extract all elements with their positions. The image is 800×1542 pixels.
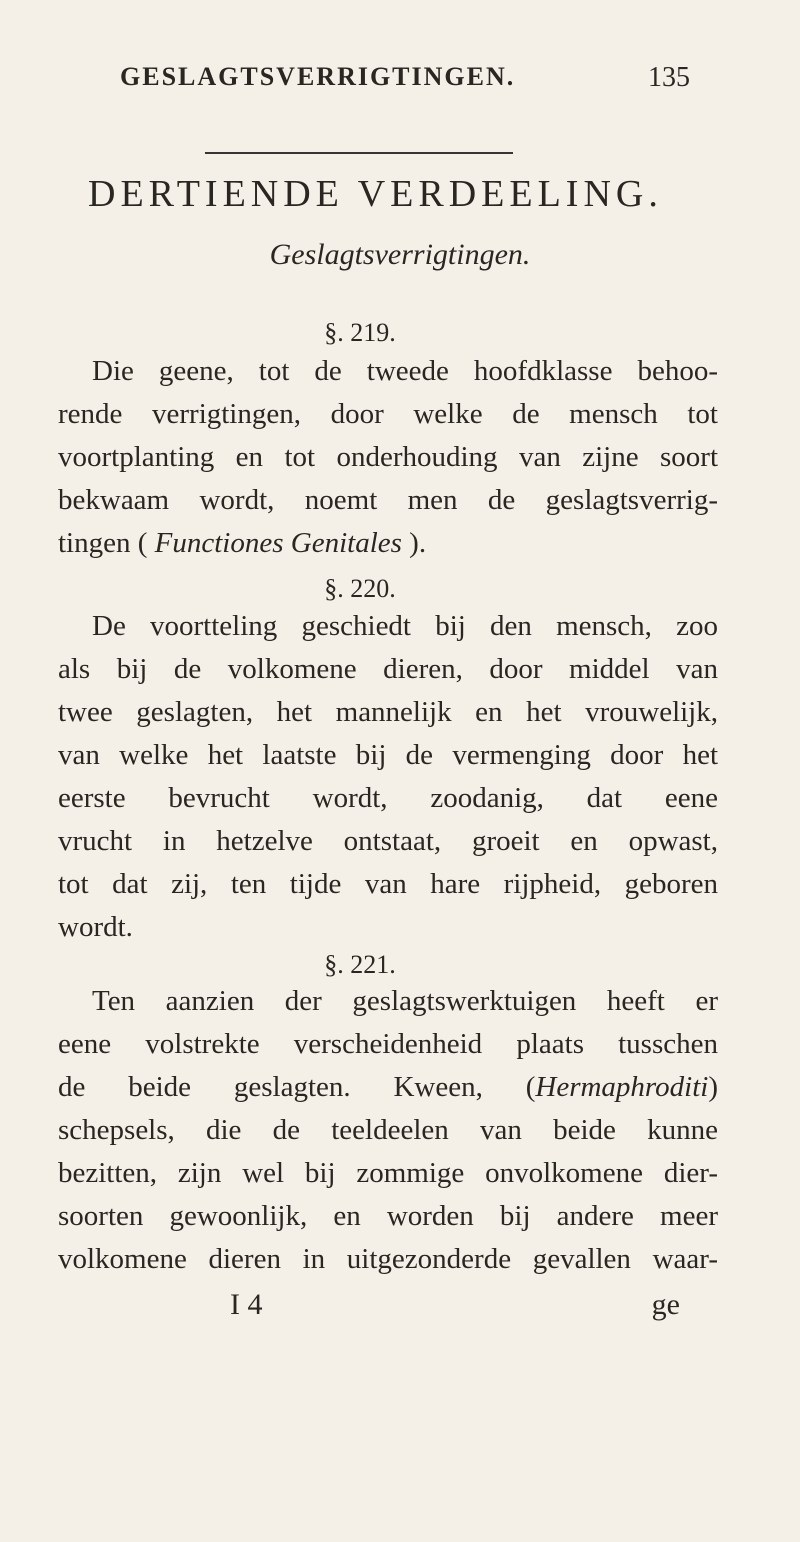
text-line: als bij de volkomene dieren, door middel van xyxy=(58,653,718,685)
section-mark-219: §. 219. xyxy=(324,318,396,347)
text-line xyxy=(58,522,718,565)
text-fragment: tingen ( xyxy=(58,527,148,559)
text-fragment: ). xyxy=(401,527,427,559)
text-line: rende verrigtingen, door welke de mensch tot xyxy=(58,398,718,430)
page-footer xyxy=(230,1288,680,1328)
text-line: Die geene, tot de tweede hoofdklasse behoo- xyxy=(92,355,718,387)
latin-term: Functiones Genitales xyxy=(154,527,402,559)
text-line: soorten gewoonlijk, en worden bij andere meer xyxy=(58,1200,718,1232)
text-line: twee geslagten, het mannelijk en het vrouwelijk, xyxy=(58,696,718,728)
text-line: eene volstrekte verscheidenheid plaats tusschen xyxy=(58,1028,718,1060)
running-head xyxy=(120,62,690,102)
division-subtitle: Geslagtsverrigtingen. xyxy=(269,238,531,271)
header-rule xyxy=(205,152,513,154)
section-mark-221: §. 221. xyxy=(324,950,396,979)
latin-term: Hermaphroditi xyxy=(535,1071,709,1103)
signature-mark: I 4 xyxy=(230,1288,263,1321)
paragraph-221 xyxy=(58,980,718,1281)
text-line: voortplanting en tot onderhouding van zijne soort xyxy=(58,441,718,473)
text-line: eerste bevrucht wordt, zoodanig, dat eene xyxy=(58,782,718,814)
paragraph-220 xyxy=(58,605,718,949)
text-line: tot dat zij, ten tijde van hare rijpheid, geboren xyxy=(58,868,718,900)
text-fragment: de beide geslagten. Kween, ( xyxy=(58,1071,536,1103)
running-title: GESLAGTSVERRIGTINGEN. xyxy=(120,62,516,91)
text-line: bezitten, zijn wel bij zommige onvolkomene dier- xyxy=(58,1157,718,1189)
text-line: De voortteling geschiedt bij den mensch, zoo xyxy=(92,610,718,642)
catchword: ge xyxy=(651,1288,680,1321)
page-number: 135 xyxy=(648,62,690,93)
text-line: volkomene dieren in uitgezonderde gevallen waar- xyxy=(58,1243,718,1275)
text-line: bekwaam wordt, noemt men de geslagtsverrig- xyxy=(58,484,718,516)
division-title: DERTIENDE VERDEELING. xyxy=(88,173,663,215)
paragraph-219 xyxy=(58,350,718,565)
section-mark-220: §. 220. xyxy=(324,574,396,603)
text-line: van welke het laatste bij de vermenging door het xyxy=(58,739,718,771)
text-fragment: ) xyxy=(708,1071,718,1103)
text-line: Ten aanzien der geslagtswerktuigen heeft er xyxy=(92,985,718,1017)
text-line: schepsels, die de teeldeelen van beide kunne xyxy=(58,1114,718,1146)
text-line: vrucht in hetzelve ontstaat, groeit en opwast, xyxy=(58,825,718,857)
text-line xyxy=(58,1066,718,1109)
text-line: wordt. xyxy=(58,911,133,943)
